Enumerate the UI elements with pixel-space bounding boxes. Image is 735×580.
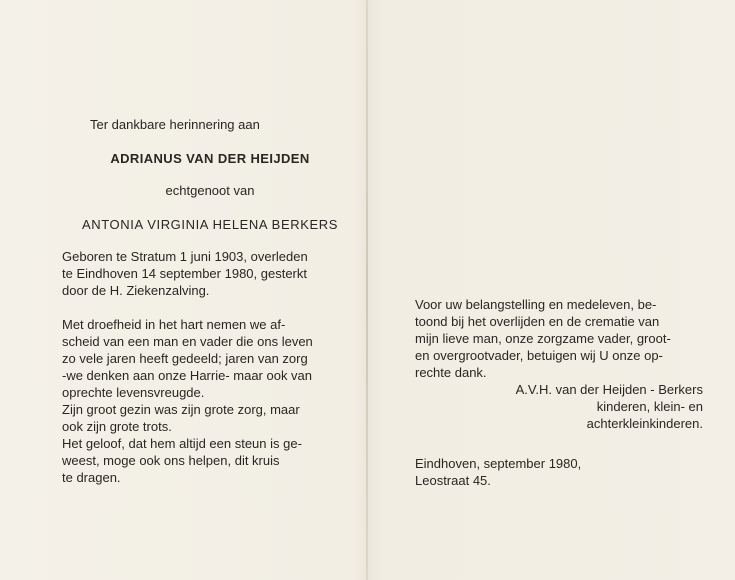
text-line: en overgrootvader, betuigen wij U onze op- xyxy=(415,348,663,363)
text-line: rechte dank. xyxy=(415,365,487,380)
text-line: weest, moge ook ons helpen, dit kruis xyxy=(62,453,280,468)
deceased-name: ADRIANUS VAN DER HEIJDEN xyxy=(110,151,310,166)
right-panel xyxy=(415,296,703,489)
text-line: Zijn groot gezin was zijn grote zorg, maar xyxy=(62,402,300,417)
text-line: Voor uw belangstelling en medeleven, be- xyxy=(415,297,657,312)
memorial-verse xyxy=(62,316,358,486)
address: Leostraat 45. xyxy=(415,473,491,488)
left-panel xyxy=(62,116,358,486)
family-signoff xyxy=(415,381,703,432)
card-fold xyxy=(366,0,368,580)
text-line: achterkleinkinderen. xyxy=(586,416,703,431)
text-line: ook zijn grote trots. xyxy=(62,419,172,434)
birth-death-paragraph xyxy=(62,248,358,299)
text-line: Het geloof, dat hem altijd een steun is ge- xyxy=(62,436,302,451)
text-line: -we denken aan onze Harrie- maar ook van xyxy=(62,368,313,383)
text-line: te Eindhoven 14 september 1980, gesterkt xyxy=(62,266,307,281)
text-line: mijn lieve man, onze zorgzame vader, groot- xyxy=(415,331,671,346)
spouse-intro: echtgenoot van xyxy=(165,183,255,198)
text-line: scheid van een man en vader die ons leven xyxy=(62,334,313,349)
spouse-name: ANTONIA VIRGINIA HELENA BERKERS xyxy=(81,217,339,232)
text-line: toond bij het overlijden en de crematie van xyxy=(415,314,660,329)
text-line: oprechte levensvreugde. xyxy=(62,385,205,400)
text-line: Met droefheid in het hart nemen we af- xyxy=(62,317,286,332)
text-line: door de H. Ziekenzalving. xyxy=(62,283,210,298)
thanks-paragraph xyxy=(415,296,703,381)
place-date: Eindhoven, september 1980, xyxy=(415,456,582,471)
text-line: Geboren te Stratum 1 juni 1903, overleden xyxy=(62,249,308,264)
text-line: zo vele jaren heeft gedeeld; jaren van zorg xyxy=(62,351,308,366)
intro-text: Ter dankbare herinnering aan xyxy=(90,117,260,132)
text-line: A.V.H. van der Heijden - Berkers xyxy=(515,382,703,397)
text-line: te dragen. xyxy=(62,470,121,485)
text-line: kinderen, klein- en xyxy=(596,399,703,414)
